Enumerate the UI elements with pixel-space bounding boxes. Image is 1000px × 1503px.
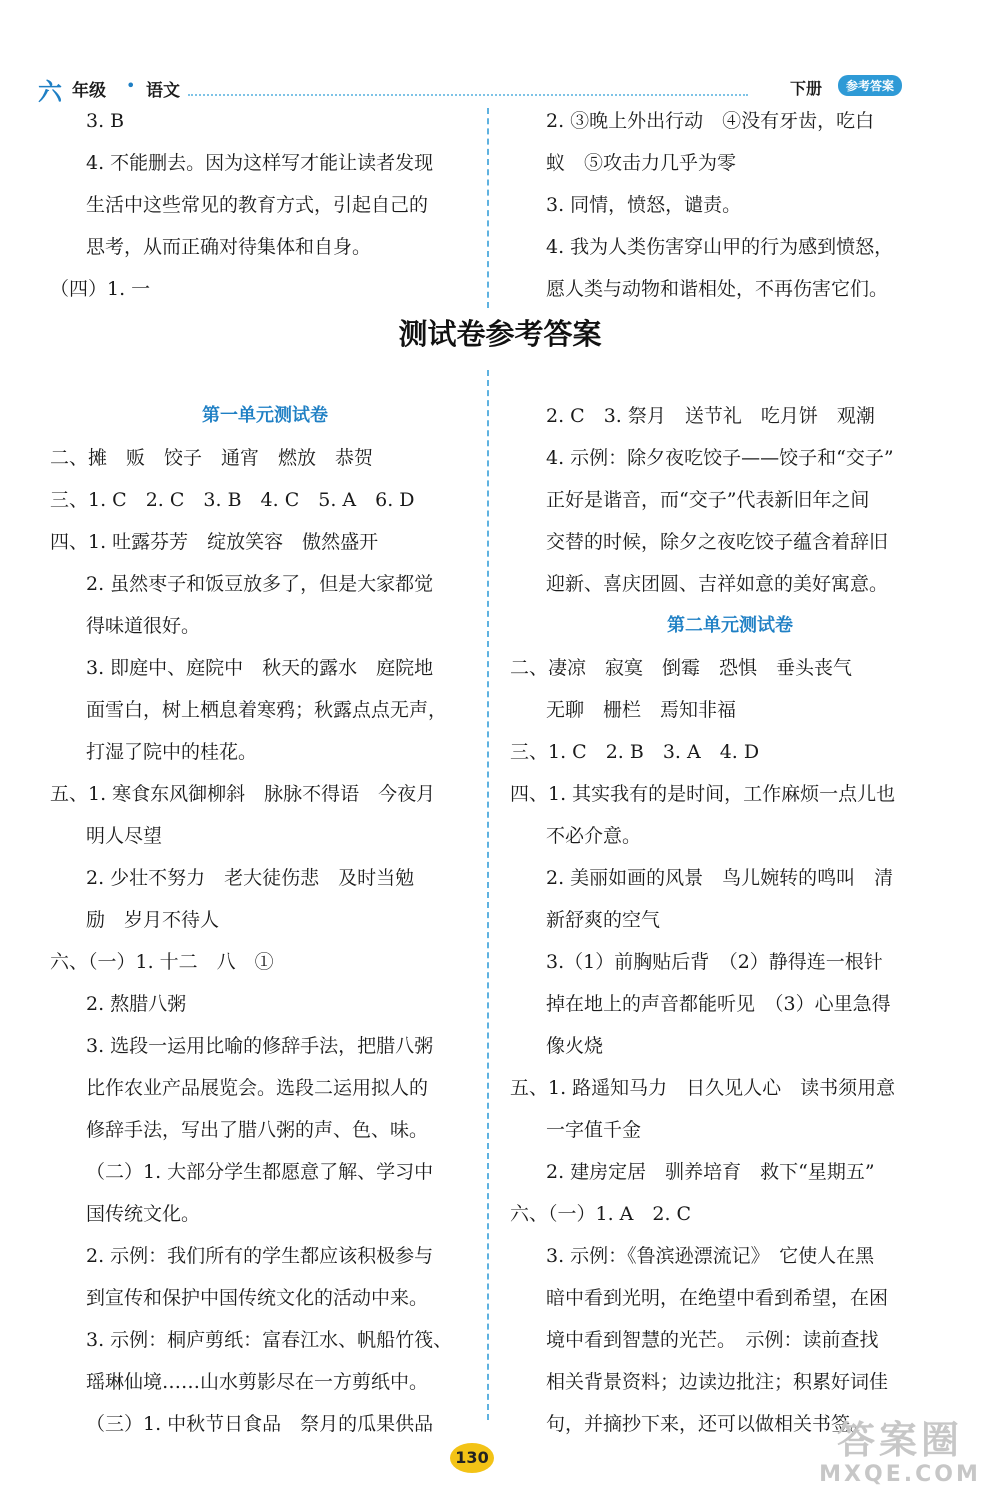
answer-line: 3. 示例：桐庐剪纸：富春江水、帆船竹筏、 bbox=[86, 1329, 453, 1351]
answer-line: 掉在地上的声音都能听见 （3）心里急得 bbox=[546, 993, 891, 1015]
answer-line: 一字值千金 bbox=[546, 1119, 642, 1141]
answer-key-tag: 参考答案 bbox=[838, 75, 902, 96]
answer-line: 2. C 3. 祭月 送节礼 吃月饼 观潮 bbox=[546, 405, 875, 427]
answer-line: 面雪白，树上栖息着寒鸦；秋露点点无声， bbox=[86, 699, 448, 721]
answer-line: 无聊 栅栏 焉知非福 bbox=[546, 699, 737, 721]
answer-line: 交替的时候，除夕之夜吃饺子蕴含着辞旧 bbox=[546, 531, 889, 553]
column-divider-top bbox=[487, 108, 489, 308]
answer-line: 相关背景资料；边读边批注；积累好词佳 bbox=[546, 1371, 889, 1393]
answer-line: 不必介意。 bbox=[546, 825, 642, 847]
answer-line: 2. 示例：我们所有的学生都应该积极参与 bbox=[86, 1245, 434, 1267]
answer-line: 三、1. C 2. C 3. B 4. C 5. A 6. D bbox=[50, 489, 415, 511]
answer-line: 2. 熬腊八粥 bbox=[86, 993, 187, 1015]
answer-line: （三）1. 中秋节日食品 祭月的瓜果供品 bbox=[86, 1413, 434, 1435]
top-right-column bbox=[510, 100, 950, 310]
answer-line: 国传统文化。 bbox=[86, 1203, 201, 1225]
answer-line: 2. 少壮不努力 老大徒伤悲 及时当勉 bbox=[86, 867, 415, 889]
answer-line: 五、1. 路遥知马力 日久见人心 读书须用意 bbox=[510, 1077, 896, 1099]
answer-line: 2. 建房定居 驯养培育 救下“星期五” bbox=[546, 1161, 875, 1183]
answer-line: 2. ③晚上外出行动 ④没有牙齿，吃白 bbox=[546, 110, 875, 132]
answer-line: 六、（一）1. A 2. C bbox=[510, 1203, 692, 1225]
grade-badge: 六 bbox=[38, 77, 62, 106]
answer-line: 修辞手法，写出了腊八粥的声、色、味。 bbox=[86, 1119, 429, 1141]
watermark-logo bbox=[815, 1418, 985, 1498]
page-number: 130 bbox=[450, 1443, 494, 1473]
section-title: 测试卷参考答案 bbox=[398, 317, 602, 351]
answer-line: 六、（一）1. 十二 八 ① bbox=[50, 951, 274, 973]
answer-line: 新舒爽的空气 bbox=[546, 909, 661, 931]
answer-line: （二）1. 大部分学生都愿意了解、学习中 bbox=[86, 1161, 434, 1183]
grade-label: 年级 bbox=[72, 81, 106, 101]
answer-line: 句，并摘抄下来，还可以做相关书签。 bbox=[546, 1413, 870, 1435]
answer-line: 比作农业产品展览会。选段二运用拟人的 bbox=[86, 1077, 429, 1099]
answer-line: 3. 示例：《鲁滨逊漂流记》 它使人在黑 bbox=[546, 1245, 875, 1267]
answer-line: 境中看到智慧的光芒。 示例：读前查找 bbox=[546, 1329, 879, 1351]
left-answer-column bbox=[50, 395, 480, 1445]
answer-line: 迎新、喜庆团圆、吉祥如意的美好寓意。 bbox=[546, 573, 889, 595]
answer-line: 明人尽望 bbox=[86, 825, 163, 847]
header-rule bbox=[188, 94, 748, 96]
answer-line: 打湿了院中的桂花。 bbox=[86, 741, 258, 763]
answer-line: 3.（1）前胸贴后背 （2）静得连一根针 bbox=[546, 951, 883, 973]
watermark-text: 答案圈 bbox=[836, 1418, 963, 1462]
answer-line: 三、1. C 2. B 3. A 4. D bbox=[510, 741, 760, 763]
answer-line: 3. 即庭中、庭院中 秋天的露水 庭院地 bbox=[86, 657, 434, 679]
unit-title: 第二单元测试卷 bbox=[667, 615, 793, 636]
answer-line: 五、1. 寒食东风御柳斜 脉脉不得语 今夜月 bbox=[50, 783, 436, 805]
answer-line: 2. 美丽如画的风景 鸟儿婉转的鸣叫 清 bbox=[546, 867, 894, 889]
answer-line: 二、凄凉 寂寞 倒霉 恐惧 垂头丧气 bbox=[510, 657, 853, 679]
answer-line: 2. 虽然枣子和饭豆放多了，但是大家都觉 bbox=[86, 573, 434, 595]
volume-label: 下册 bbox=[790, 79, 823, 98]
answer-line: 3. B bbox=[86, 110, 125, 132]
answer-line: （四）1. 一 bbox=[50, 278, 151, 300]
answer-line: 像火烧 bbox=[546, 1035, 604, 1057]
answer-line: 4. 我为人类伤害穿山甲的行为感到愤怒， bbox=[546, 236, 894, 258]
separator-dot: • bbox=[126, 76, 136, 95]
top-left-column bbox=[50, 100, 470, 310]
answer-line: 蚁 ⑤攻击力几乎为零 bbox=[546, 152, 737, 174]
answer-line: 正好是谐音，而“交子”代表新旧年之间 bbox=[546, 489, 870, 511]
right-answer-column bbox=[510, 395, 950, 1445]
answer-line: 得味道很好。 bbox=[86, 615, 201, 637]
answer-line: 四、1. 其实我有的是时间，工作麻烦一点儿也 bbox=[510, 783, 896, 805]
answer-line: 3. 同情，愤怒，谴责。 bbox=[546, 194, 742, 216]
answer-line: 到宣传和保护中国传统文化的活动中来。 bbox=[86, 1287, 429, 1309]
answer-line: 愿人类与动物和谐相处，不再伤害它们。 bbox=[546, 278, 889, 300]
column-divider bbox=[487, 370, 489, 1420]
answer-line: 二、摊 贩 饺子 通宵 燃放 恭贺 bbox=[50, 447, 374, 469]
answer-line: 生活中这些常见的教育方式，引起自己的 bbox=[86, 194, 429, 216]
answer-line: 4. 示例：除夕夜吃饺子——饺子和“交子” bbox=[546, 447, 894, 469]
answer-line: 瑶琳仙境……山水剪影尽在一方剪纸中。 bbox=[86, 1371, 429, 1393]
unit-title: 第一单元测试卷 bbox=[202, 405, 328, 426]
page-header bbox=[38, 72, 958, 106]
subject-label: 语文 bbox=[146, 81, 180, 101]
answer-line: 四、1. 吐露芬芳 绽放笑容 傲然盛开 bbox=[50, 531, 379, 553]
watermark-url: MXQE.COM bbox=[819, 1462, 981, 1487]
answer-line: 3. 选段一运用比喻的修辞手法，把腊八粥 bbox=[86, 1035, 434, 1057]
answer-line: 4. 不能删去。因为这样写才能让读者发现 bbox=[86, 152, 434, 174]
answer-line: 思考，从而正确对待集体和自身。 bbox=[86, 236, 372, 258]
answer-line: 暗中看到光明，在绝望中看到希望，在困 bbox=[546, 1287, 889, 1309]
answer-line: 励 岁月不待人 bbox=[86, 909, 220, 931]
